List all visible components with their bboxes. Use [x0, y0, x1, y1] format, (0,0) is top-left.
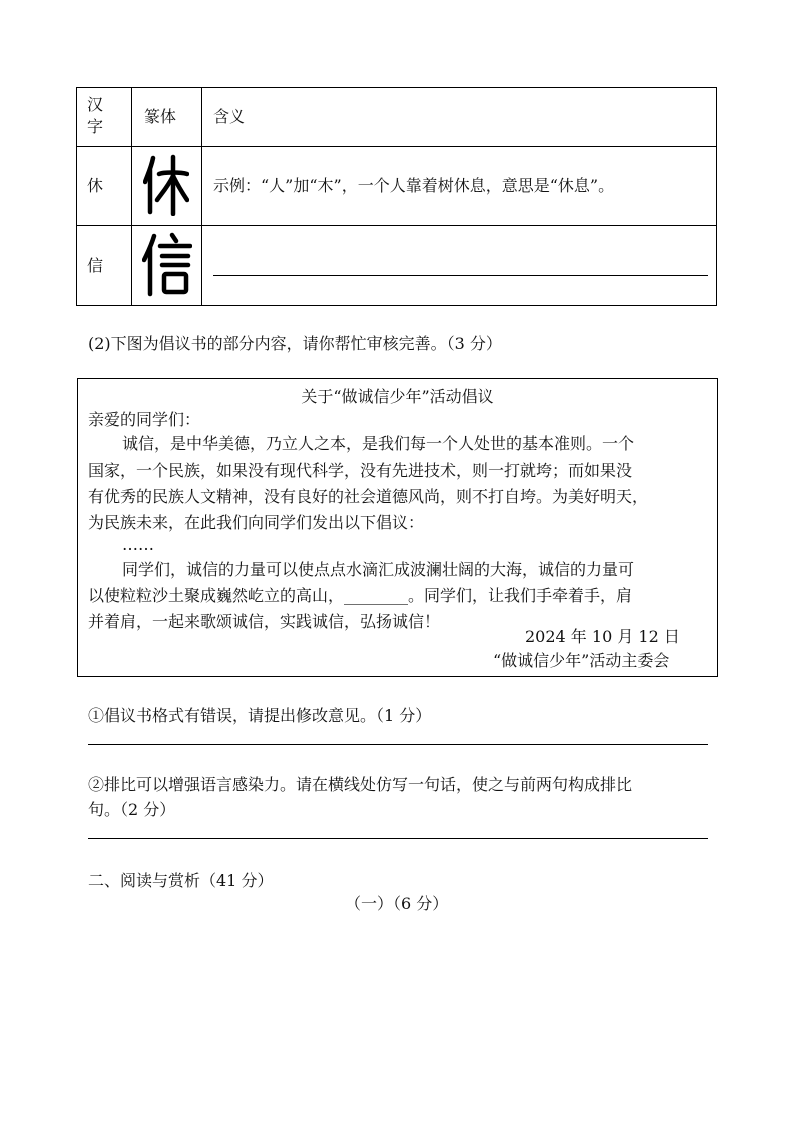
letter-line: 为民族未来，在此我们向同学们发出以下倡议：	[88, 513, 425, 532]
answer-line-1[interactable]	[88, 744, 708, 745]
letter-line: 并着肩，一起来歌颂诚信，实践诚信，弘扬诚信！	[88, 612, 441, 631]
proposal-letter	[77, 378, 718, 677]
letter-title: 关于“做诚信少年”活动倡议	[301, 387, 494, 406]
sub-question-2: ②排比可以增强语言感染力。请在横线处仿写一句话，使之与前两句构成排比	[88, 775, 633, 794]
table-divider	[201, 88, 202, 305]
letter-line: 有优秀的民族人文精神，没有良好的社会道德风尚，则不打自垮。为美好明天，	[88, 487, 649, 506]
letter-line: 同学们，诚信的力量可以使点点水滴汇成波澜壮阔的大海，诚信的力量可	[122, 560, 635, 579]
table-divider	[77, 225, 716, 226]
letter-line: 国家，一个民族，如果没有现代科学，没有先进技术，则一打就垮；而如果没	[88, 461, 633, 480]
seal-script-xin-icon	[142, 232, 192, 298]
question-2: (2)下图为倡议书的部分内容，请你帮忙审核完善。（3 分）	[88, 334, 502, 353]
seal-script-xiu-icon	[143, 154, 189, 216]
header-meaning: 含义	[213, 107, 246, 126]
section-2-part-1: （一）（6 分）	[345, 894, 449, 913]
letter-greeting: 亲爱的同学们：	[88, 410, 201, 429]
row-meaning-xiu: 示例：“人”加“木”，一个人靠着树休息，意思是“休息”。	[213, 176, 615, 195]
row-char-xiu: 休	[87, 176, 104, 195]
letter-line: 诚信，是中华美德，乃立人之本，是我们每一个人处世的基本准则。一个	[122, 434, 635, 453]
sub-question-2-cont: 句。（2 分）	[88, 800, 176, 819]
letter-signature: “做诚信少年”活动主委会	[493, 651, 670, 670]
answer-line-2[interactable]	[88, 838, 708, 839]
sub-question-1: ①倡议书格式有错误，请提出修改意见。（1 分）	[88, 706, 432, 725]
section-2-title: 二、阅读与赏析（41 分）	[88, 871, 274, 890]
letter-date: 2024 年 10 月 12 日	[525, 627, 680, 646]
header-hanzi: 汉字	[87, 95, 104, 136]
meaning-answer-line[interactable]	[213, 275, 708, 276]
table-divider	[77, 146, 716, 147]
row-char-xin: 信	[87, 256, 104, 275]
table-divider	[131, 88, 132, 305]
character-table	[76, 87, 717, 306]
header-seal: 篆体	[144, 107, 177, 126]
letter-ellipsis: ……	[122, 535, 154, 554]
letter-line: 以使粒粒沙土聚成巍然屹立的高山，________。同学们，让我们手牵着手，肩	[88, 586, 633, 605]
